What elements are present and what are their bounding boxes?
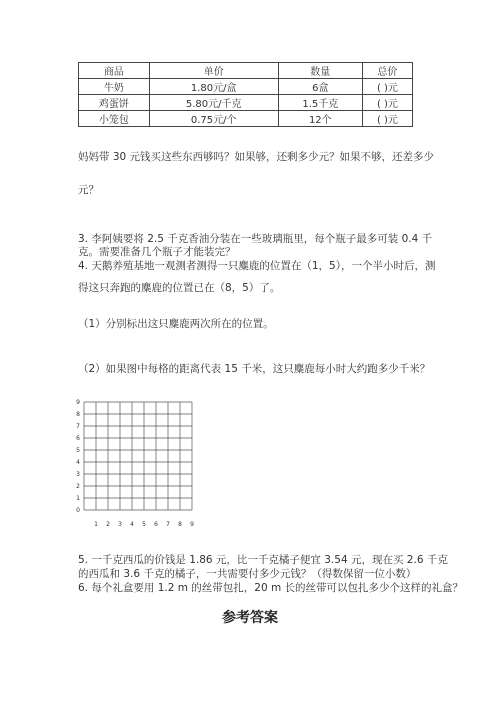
x-axis-label: 8 (178, 521, 182, 528)
question-3-line-2: 克。需要准备几个瓶子才能装完？ (78, 246, 236, 258)
price-table (78, 62, 413, 127)
question-4-sub-1: （1）分别标出这只麋鹿两次所在的位置。 (78, 318, 274, 330)
x-axis-label: 7 (166, 521, 170, 528)
table-cell: 0.75元/个 (149, 111, 278, 127)
table-cell: 5.80元/千克 (149, 95, 278, 111)
table-cell: 1.5千克 (278, 95, 362, 111)
x-axis-label: 2 (106, 521, 110, 528)
x-axis-label: 4 (130, 521, 134, 528)
question-6-line-1: 6. 每个礼盒要用 1.2 m 的丝带包扎，20 m 长的丝带可以包扎多少个这样的礼盒？ (78, 582, 464, 594)
table-cell: 牛奶 (79, 79, 150, 95)
coordinate-grid (74, 399, 204, 533)
x-axis-label: 9 (190, 521, 194, 528)
table-cell: 12个 (278, 111, 362, 127)
table-header-cell: 总价 (362, 63, 412, 79)
x-axis-label: 3 (118, 521, 122, 528)
y-axis-label: 7 (76, 423, 80, 430)
table-cell: ( )元 (362, 111, 412, 127)
table-header-cell: 商品 (79, 63, 150, 79)
x-axis-label: 1 (94, 521, 98, 528)
table-row (79, 95, 413, 111)
y-axis-label: 5 (76, 447, 80, 454)
x-axis-label: 5 (142, 521, 146, 528)
table-header-row (79, 63, 413, 79)
table-row (79, 79, 413, 95)
question-4-sub-2: （2）如果图中每格的距离代表 15 千米，这只麋鹿每小时大约跑多少千米？ (78, 363, 431, 375)
question-3-line-1: 3. 李阿姨要将 2.5 千克香油分装在一些玻璃瓶里，每个瓶子最多可装 0.4 千 (78, 233, 433, 245)
y-axis-label: 6 (76, 435, 80, 442)
y-axis-label: 4 (76, 459, 80, 466)
coordinate-grid-svg (74, 399, 204, 533)
table-cell: 1.80元/盒 (149, 79, 278, 95)
question-2-line-2: 元？ (78, 184, 99, 196)
table-header-cell: 数量 (278, 63, 362, 79)
y-axis-label: 8 (76, 411, 80, 418)
question-5-line-2: 的西瓜和 3.6 千克的橘子，一共需要付多少元钱？（得数保留一位小数） (78, 568, 417, 580)
y-axis-label: 3 (76, 471, 80, 478)
answer-title: 参考答案 (222, 610, 278, 626)
question-2-line-1: 妈妈带 30 元钱买这些东西够吗？如果够，还剩多少元？如果不够，还差多少 (78, 151, 435, 163)
question-5-line-1: 5. 一千克西瓜的价钱是 1.86 元，比一千克橘子便宜 3.54 元，现在买 2.6 千克 (78, 554, 448, 566)
y-axis-label: 2 (76, 483, 80, 490)
table-cell: ( )元 (362, 79, 412, 95)
table-cell: 6盒 (278, 79, 362, 95)
x-axis-label: 6 (154, 521, 158, 528)
table-cell: 鸡蛋饼 (79, 95, 150, 111)
origin-label: 0 (76, 507, 80, 514)
table-header-cell: 单价 (149, 63, 278, 79)
grid-lines (84, 402, 192, 510)
grid-labels (76, 399, 194, 528)
table-row (79, 111, 413, 127)
question-4-line-2: 得这只奔跑的麋鹿的位置已在（8，5）了。 (78, 282, 281, 294)
y-axis-label: 9 (76, 399, 80, 406)
table-cell: 小笼包 (79, 111, 150, 127)
question-4-line-1: 4. 天鹅养殖基地一观测者测得一只麋鹿的位置在（1，5），一个半小时后，测 (78, 260, 436, 272)
table-cell: ( )元 (362, 95, 412, 111)
y-axis-label: 1 (76, 495, 80, 502)
